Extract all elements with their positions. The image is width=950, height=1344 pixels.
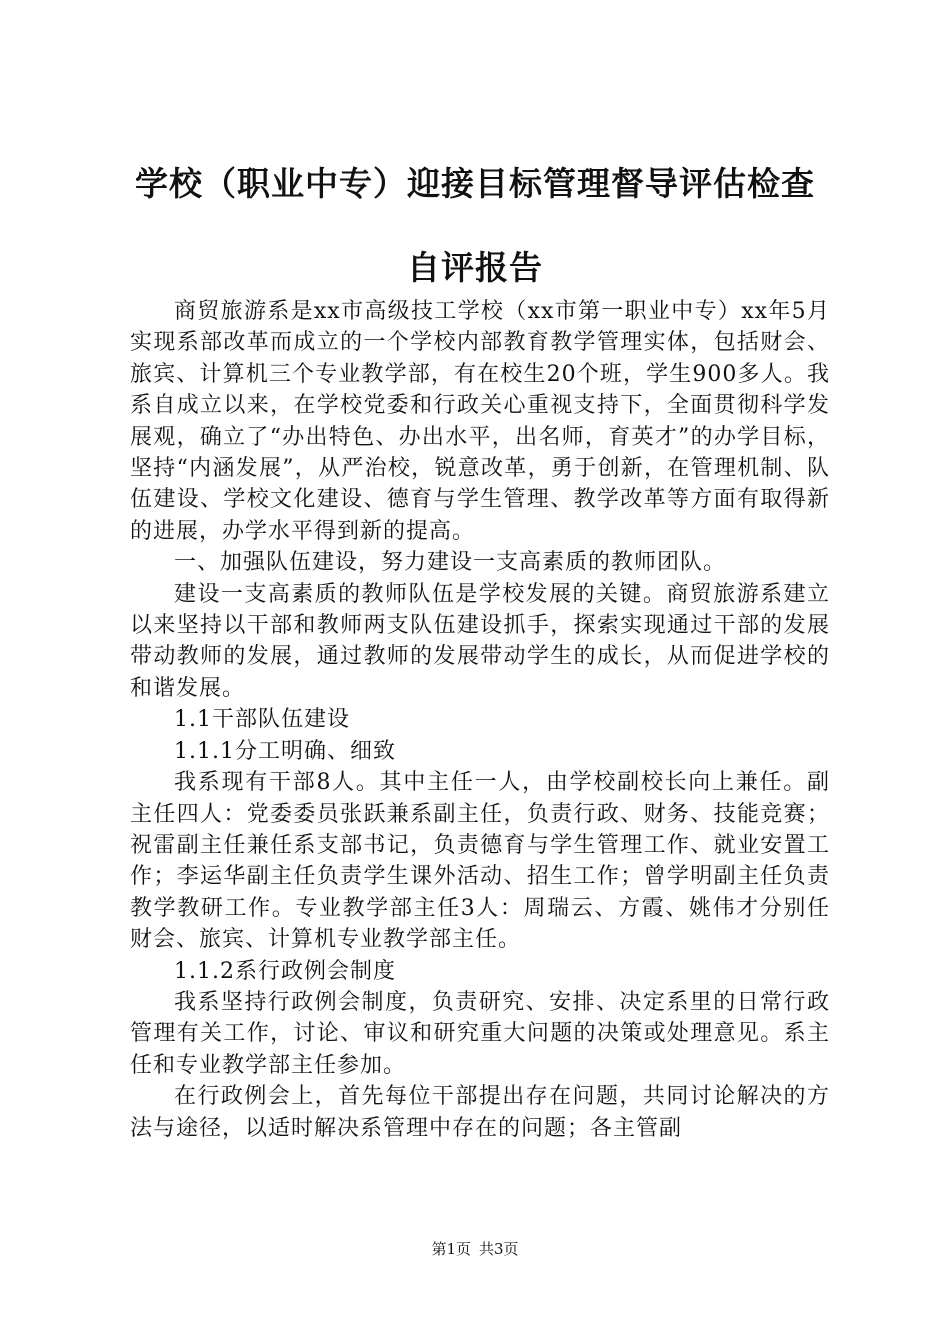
paragraph-team-building: 建设一支高素质的教师队伍是学校发展的关键。商贸旅游系建立以来坚持以干部和教师两支队伍建设抓手，探索实现通过干部的发展带动教师的发展，通过教师的发展带动学生的成长，从而促进学校的和谐发展。 xyxy=(130,581,830,701)
page-number-total: 共3页 xyxy=(479,1240,519,1258)
page-footer xyxy=(0,1239,950,1259)
document-body xyxy=(130,296,830,1144)
section-heading-1: 一、加强队伍建设，努力建设一支高素质的教师团队。 xyxy=(174,550,727,576)
paragraph-meeting-system: 我系坚持行政例会制度，负责研究、安排、决定系里的日常行政管理有关工作，讨论、审议和研究重大问题的决策或处理意见。系主任和专业教学部主任参加。 xyxy=(130,989,830,1078)
subsection-heading-1-1-1: 1.1.1分工明确、细致 xyxy=(174,738,396,764)
document-title-line-2: 自评报告 xyxy=(407,248,543,287)
paragraph-intro: 商贸旅游系是xx市高级技工学校（xx市第一职业中专）xx年5月实现系部改革而成立的一个学校内部教育教学管理实体，包括财会、旅宾、计算机三个专业教学部，有在校生20个班，学生900多人。我系自成立以来，在学校党委和行政关心重视支持下，全面贯彻科学发展观，确立了“办出特色、办出水平，出名师，育英才”的办学目标，坚持“内涵发展”，从严治校，锐意改革，勇于创新，在管理机制、队伍建设、学校文化建设、德育与学生管理、教学改革等方面有取得新的进展，办学水平得到新的提高。 xyxy=(130,299,830,544)
page-number-current: 第1页 xyxy=(431,1240,471,1258)
subsection-heading-1-1: 1.1干部队伍建设 xyxy=(174,707,350,733)
document-title-line-1: 学校（职业中专）迎接目标管理督导评估检查 xyxy=(135,164,815,203)
subsection-heading-1-1-2: 1.1.2系行政例会制度 xyxy=(174,958,396,984)
paragraph-cadres: 我系现有干部8人。其中主任一人，由学校副校长向上兼任。副主任四人：党委委员张跃兼系副主任，负责行政、财务、技能竞赛；祝雷副主任兼任系支部书记，负责德育与学生管理工作、就业安置工作；李运华副主任负责学生课外活动、招生工作；曾学明副主任负责教学教研工作。专业教学部主任3人：周瑞云、方霞、姚伟才分别任财会、旅宾、计算机专业教学部主任。 xyxy=(130,770,830,953)
paragraph-meeting-process: 在行政例会上，首先每位干部提出存在问题，共同讨论解决的方法与途径，以适时解决系管理中存在的问题；各主管副 xyxy=(130,1084,830,1141)
